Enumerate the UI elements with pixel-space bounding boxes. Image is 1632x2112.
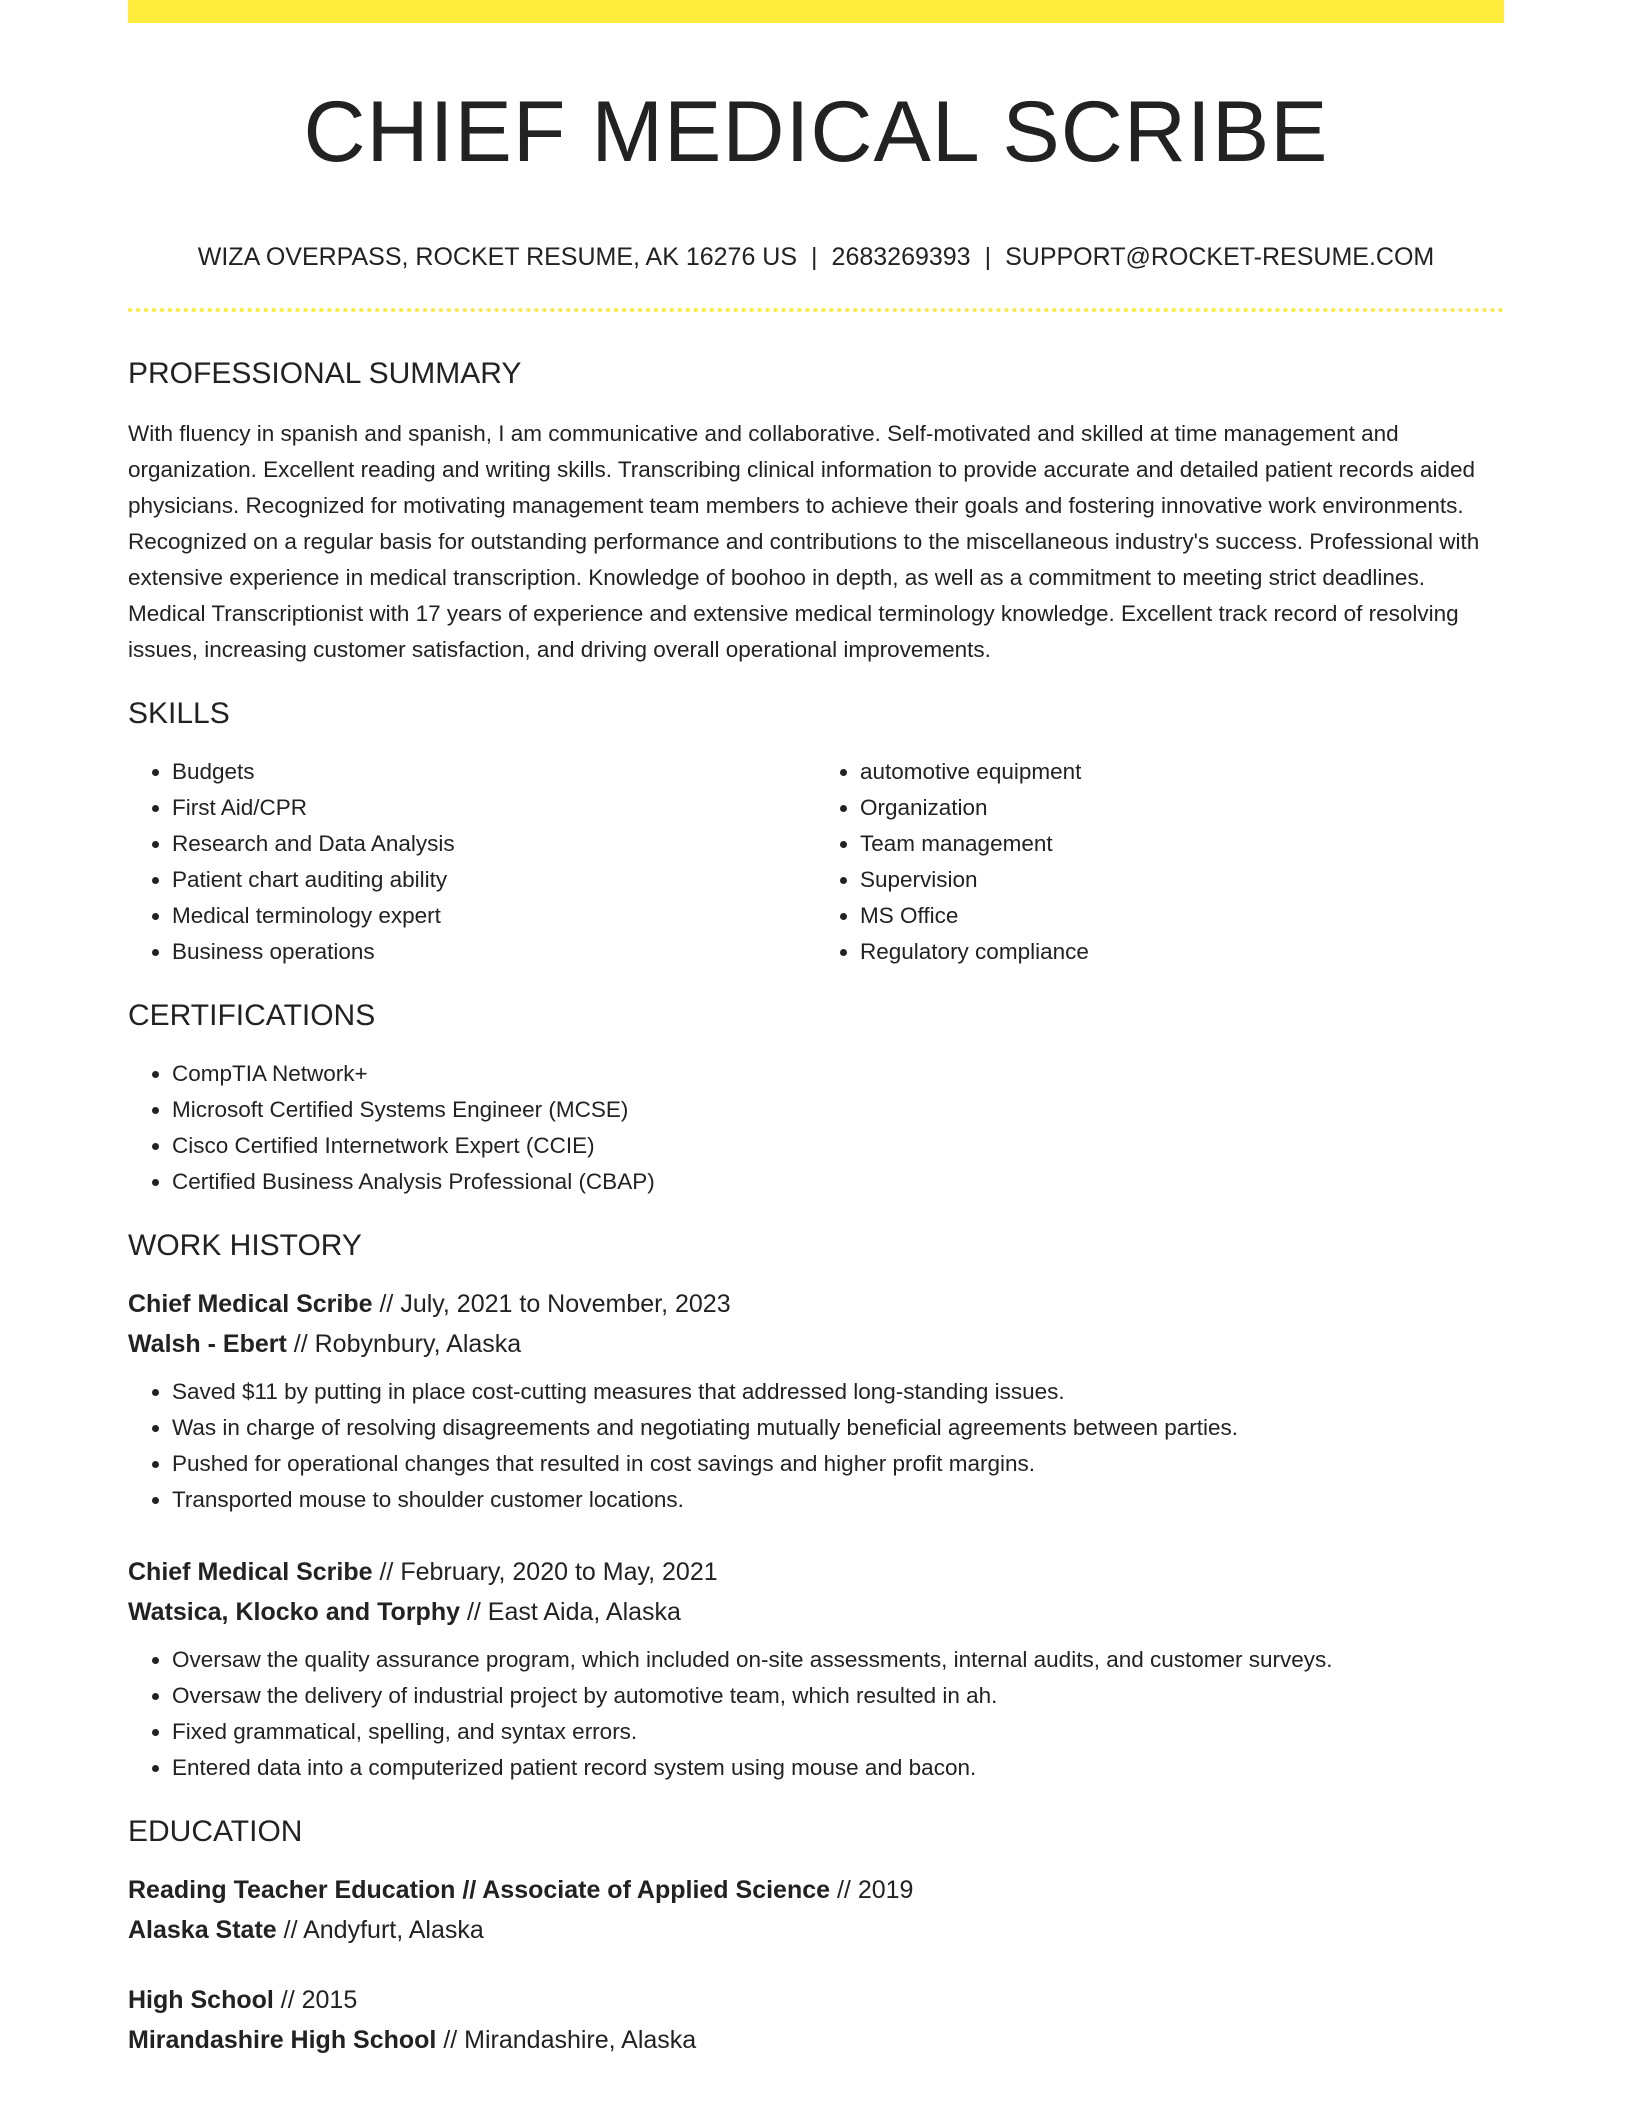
education-heading: EDUCATION <box>128 1814 303 1848</box>
certifications-list <box>128 1056 1504 1200</box>
accent-top-bar <box>128 0 1504 23</box>
certification-item: • Microsoft Certified Systems Engineer (MCSE) <box>172 1092 1504 1128</box>
skills-list-left <box>128 754 816 970</box>
skill-item: • Patient chart auditing ability <box>172 862 816 898</box>
certifications-heading: CERTIFICATIONS <box>128 998 376 1032</box>
summary-heading: PROFESSIONAL SUMMARY <box>128 356 522 390</box>
job-entry <box>128 1552 1504 1786</box>
education-school: Alaska State <box>128 1915 277 1944</box>
job-entry <box>128 1284 1504 1518</box>
job-bullet: • Pushed for operational changes that resulted in cost savings and higher profit margins. <box>172 1446 1504 1482</box>
resume-page <box>128 0 1504 2060</box>
job-title-line <box>128 1284 1504 1324</box>
skills-grid <box>128 754 1504 970</box>
job-bullet: • Saved $11 by putting in place cost-cutting measures that addressed long-standing issues. <box>172 1374 1504 1410</box>
job-company-line <box>128 1592 1504 1632</box>
education-school: Mirandashire High School <box>128 2025 437 2054</box>
skill-item: • MS Office <box>860 898 1504 934</box>
certification-item: • Certified Business Analysis Professional (CBAP) <box>172 1164 1504 1200</box>
skill-item: • Team management <box>860 826 1504 862</box>
contact-separator: | <box>811 242 818 271</box>
skill-item: • Budgets <box>172 754 816 790</box>
education-degree-line <box>128 1870 1504 1910</box>
job-position: Chief Medical Scribe <box>128 1289 373 1318</box>
job-bullets <box>128 1642 1504 1786</box>
contact-separator: | <box>984 242 992 271</box>
job-location: // East Aida, Alaska <box>460 1597 681 1626</box>
education-entry <box>128 1870 1504 1950</box>
summary-text: With fluency in spanish and spanish, I am communicative and collaborative. Self-motivated and skilled at time management and organization. Excellent reading and writing skills. Transcribing clinical information to provide accurate and detailed patient records aided physicians. Recognized for motivating management team members to achieve their goals and fostering innovative work environments. Recognized on a regular basis for outstanding performance and contributions to the miscellaneous industry's success. Professional with extensive experience in medical transcription. Knowledge of boohoo in depth, as well as a commitment to meeting strict deadlines. Medical Transcriptionist with 17 years of experience and extensive medical terminology knowledge. Excellent track record of resolving issues, increasing customer satisfaction, and driving overall operational improvements. <box>128 420 1480 662</box>
skills-list-right <box>816 754 1504 970</box>
job-title-line <box>128 1552 1504 1592</box>
contact-address: WIZA OVERPASS, ROCKET RESUME, AK 16276 US <box>197 242 798 271</box>
education-degree: Reading Teacher Education // Associate of Applied Science <box>128 1875 831 1904</box>
job-bullet: • Oversaw the delivery of industrial project by automotive team, which resulted in ah. <box>172 1678 1504 1714</box>
job-dates: // July, 2021 to November, 2023 <box>372 1289 731 1318</box>
dotted-divider <box>128 308 1504 312</box>
education-entry <box>128 1980 1504 2060</box>
job-bullet: • Oversaw the quality assurance program, which included on-site assessments, internal audits, and customer surveys. <box>172 1642 1504 1678</box>
education-location: // Andyfurt, Alaska <box>276 1915 484 1944</box>
job-bullet: • Entered data into a computerized patient record system using mouse and bacon. <box>172 1750 1504 1786</box>
contact-line <box>128 242 1504 272</box>
skill-item: • Organization <box>860 790 1504 826</box>
job-company: Walsh - Ebert <box>128 1329 287 1358</box>
skill-item: • Medical terminology expert <box>172 898 816 934</box>
education-school-line <box>128 2020 1504 2060</box>
education-location: // Mirandashire, Alaska <box>436 2025 697 2054</box>
job-bullet: • Was in charge of resolving disagreements and negotiating mutually beneficial agreements between parties. <box>172 1410 1504 1446</box>
job-position: Chief Medical Scribe <box>128 1557 373 1586</box>
job-location: // Robynbury, Alaska <box>286 1329 522 1358</box>
job-bullets <box>128 1374 1504 1518</box>
education-year: // 2015 <box>273 1985 358 2014</box>
education-school-line <box>128 1910 1504 1950</box>
certification-item: • Cisco Certified Internetwork Expert (CCIE) <box>172 1128 1504 1164</box>
skill-item: • First Aid/CPR <box>172 790 816 826</box>
skill-item: • Regulatory compliance <box>860 934 1504 970</box>
education-degree-line <box>128 1980 1504 2020</box>
job-company-line <box>128 1324 1504 1364</box>
education-degree: High School <box>128 1985 274 2014</box>
job-bullet: • Transported mouse to shoulder customer locations. <box>172 1482 1504 1518</box>
job-dates: // February, 2020 to May, 2021 <box>372 1557 718 1586</box>
skill-item: • Business operations <box>172 934 816 970</box>
resume-title: CHIEF MEDICAL SCRIBE <box>303 84 1329 180</box>
skill-item: • Supervision <box>860 862 1504 898</box>
skill-item: • automotive equipment <box>860 754 1504 790</box>
work-history-heading: WORK HISTORY <box>128 1228 362 1262</box>
education-year: // 2019 <box>830 1875 914 1904</box>
job-bullet: • Fixed grammatical, spelling, and syntax errors. <box>172 1714 1504 1750</box>
skills-heading: SKILLS <box>128 696 230 730</box>
certification-item: • CompTIA Network+ <box>172 1056 1504 1092</box>
skill-item: • Research and Data Analysis <box>172 826 816 862</box>
contact-phone: 2683269393 <box>831 242 971 271</box>
contact-email[interactable]: SUPPORT@ROCKET-RESUME.COM <box>1005 242 1435 271</box>
job-company: Watsica, Klocko and Torphy <box>128 1597 460 1626</box>
